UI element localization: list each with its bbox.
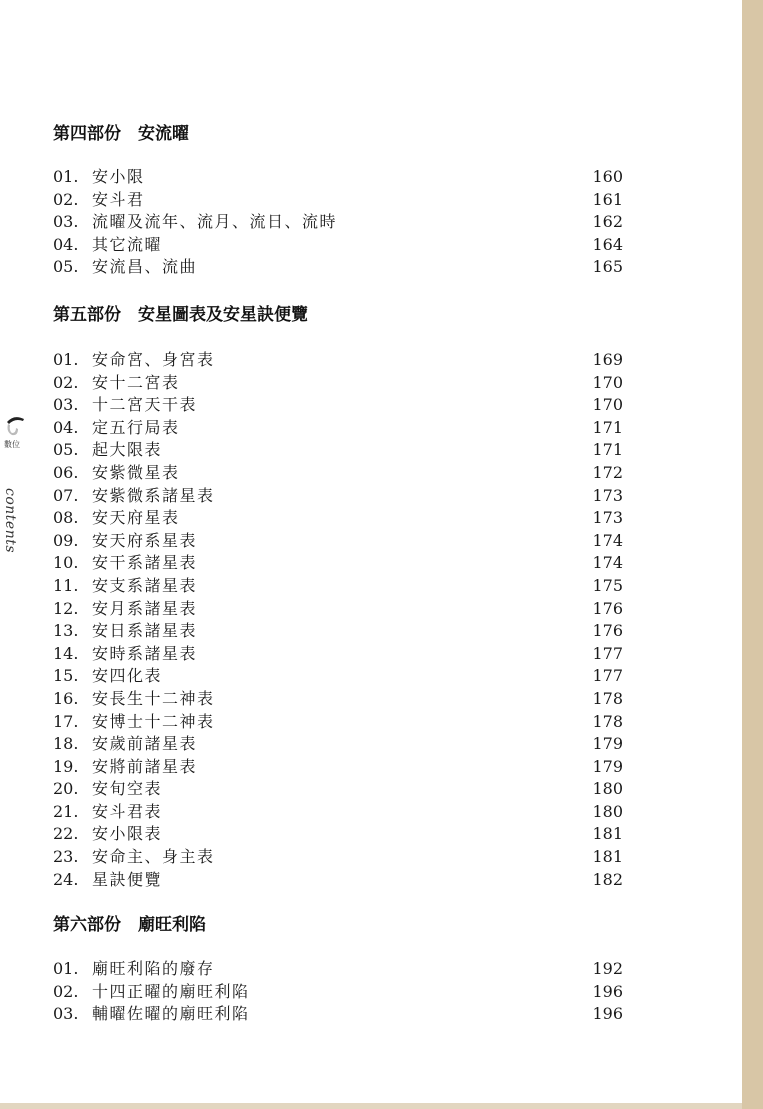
toc-entry[interactable]: [53, 189, 623, 212]
entry-title: 星訣便覽: [92, 869, 163, 889]
entry-title: 安紫微星表: [92, 462, 180, 482]
entry-number: 02.: [53, 372, 79, 392]
toc-entry[interactable]: [53, 823, 623, 846]
entry-page: 192: [592, 959, 623, 978]
entry-title: 其它流曜: [92, 234, 163, 254]
entry-number: 03.: [53, 212, 79, 232]
toc-section-part5: [53, 303, 623, 891]
entry-number: 02.: [53, 981, 79, 1001]
entry-title: 安小限表: [92, 824, 163, 844]
toc-entry[interactable]: [53, 530, 623, 553]
entry-title: 安歲前諸星表: [92, 734, 198, 754]
entry-title: 安干系諸星表: [92, 553, 198, 573]
entry-number: 04.: [53, 417, 79, 437]
entry-page: 173: [592, 508, 623, 528]
entry-page: 196: [592, 981, 623, 1001]
entry-title: 安將前諸星表: [92, 756, 198, 776]
entry-page: 181: [592, 847, 623, 867]
entry-number: 05.: [53, 257, 79, 277]
toc-entry[interactable]: [53, 643, 623, 666]
entry-page: 174: [592, 530, 623, 550]
toc-entry[interactable]: [53, 688, 623, 711]
entry-number: 22.: [53, 824, 79, 844]
toc-entry[interactable]: [53, 756, 623, 779]
entry-page: 181: [592, 824, 623, 844]
entry-title: 安流昌、流曲: [92, 257, 198, 277]
entry-number: 13.: [53, 621, 79, 641]
entry-page: 160: [592, 167, 623, 186]
entry-number: 21.: [53, 801, 79, 821]
entry-page: 177: [592, 666, 623, 686]
entry-number: 18.: [53, 734, 79, 754]
entry-page: 178: [592, 688, 623, 708]
side-emblem-label: 數位: [4, 440, 20, 449]
entry-number: 01.: [53, 167, 79, 186]
toc-entry[interactable]: [53, 166, 623, 189]
entry-list: [53, 958, 623, 1026]
entry-number: 06.: [53, 462, 79, 482]
entry-number: 20.: [53, 779, 79, 799]
entry-page: 176: [592, 598, 623, 618]
toc-entry[interactable]: [53, 665, 623, 688]
entry-title: 安十二宮表: [92, 372, 180, 392]
entry-page: 162: [592, 212, 623, 232]
entry-page: 182: [592, 869, 623, 889]
entry-number: 01.: [53, 350, 79, 369]
entry-page: 171: [592, 417, 623, 437]
book-spine-edge: [742, 0, 763, 1109]
entry-title: 廟旺利陷的廢存: [92, 959, 215, 978]
entry-page: 172: [592, 462, 623, 482]
toc-entry[interactable]: [53, 958, 623, 981]
entry-number: 03.: [53, 395, 79, 415]
entry-list: [53, 349, 623, 891]
toc-entry[interactable]: [53, 211, 623, 234]
side-emblem: [2, 410, 32, 554]
entry-number: 07.: [53, 485, 79, 505]
toc-entry[interactable]: [53, 485, 623, 508]
toc-entry[interactable]: [53, 778, 623, 801]
entry-page: 170: [592, 395, 623, 415]
entry-number: 12.: [53, 598, 79, 618]
entry-page: 173: [592, 485, 623, 505]
toc-entry[interactable]: [53, 620, 623, 643]
toc-entry[interactable]: [53, 1003, 623, 1026]
entry-title: 安四化表: [92, 666, 163, 686]
entry-page: 180: [592, 779, 623, 799]
entry-title: 安命宮、身宮表: [92, 350, 215, 369]
entry-title: 安紫微系諸星表: [92, 485, 215, 505]
toc-entry[interactable]: [53, 439, 623, 462]
section-title: 第五部份 安星圖表及安星訣便覽: [53, 305, 308, 325]
toc-section-part6: [53, 913, 623, 1026]
section-title: 第四部份 安流曜: [53, 124, 189, 144]
entry-page: 169: [592, 350, 623, 369]
toc-entry[interactable]: [53, 372, 623, 395]
entry-number: 17.: [53, 711, 79, 731]
toc-entry[interactable]: [53, 417, 623, 440]
toc-entry[interactable]: [53, 711, 623, 734]
toc-entry[interactable]: [53, 349, 623, 372]
section-title: 第六部份 廟旺利陷: [53, 915, 206, 935]
entry-number: 09.: [53, 530, 79, 550]
toc-entry[interactable]: [53, 869, 623, 892]
entry-title: 安斗君表: [92, 801, 163, 821]
entry-title: 十四正曜的廟旺利陷: [92, 981, 250, 1001]
entry-title: 安日系諸星表: [92, 621, 198, 641]
toc-entry[interactable]: [53, 981, 623, 1004]
entry-number: 01.: [53, 959, 79, 978]
entry-page: 177: [592, 643, 623, 663]
entry-number: 23.: [53, 847, 79, 867]
entry-title: 安支系諸星表: [92, 575, 198, 595]
entry-page: 179: [592, 734, 623, 754]
toc-entry[interactable]: [53, 394, 623, 417]
entry-number: 16.: [53, 688, 79, 708]
entry-title: 安時系諸星表: [92, 643, 198, 663]
entry-number: 02.: [53, 189, 79, 209]
entry-list: [53, 166, 623, 279]
toc-entry[interactable]: [53, 801, 623, 824]
contents-vertical-label: contents: [2, 488, 18, 554]
entry-title: 安長生十二神表: [92, 688, 215, 708]
entry-number: 24.: [53, 869, 79, 889]
toc-entry[interactable]: [53, 598, 623, 621]
entry-page: 161: [592, 189, 623, 209]
toc-entry[interactable]: [53, 462, 623, 485]
entry-title: 安小限: [92, 167, 145, 186]
entry-title: 輔曜佐曜的廟旺利陷: [92, 1004, 250, 1024]
entry-number: 15.: [53, 666, 79, 686]
toc-entry[interactable]: [53, 846, 623, 869]
entry-number: 11.: [53, 575, 79, 595]
entry-page: 171: [592, 440, 623, 460]
entry-title: 起大限表: [92, 440, 163, 460]
entry-page: 165: [592, 257, 623, 277]
pipe-logo-icon: [4, 410, 28, 438]
entry-title: 安天府系星表: [92, 530, 198, 550]
entry-page: 174: [592, 553, 623, 573]
entry-number: 14.: [53, 643, 79, 663]
entry-page: 178: [592, 711, 623, 731]
entry-number: 04.: [53, 234, 79, 254]
entry-title: 安斗君: [92, 189, 145, 209]
entry-title: 安博士十二神表: [92, 711, 215, 731]
entry-title: 安月系諸星表: [92, 598, 198, 618]
entry-page: 180: [592, 801, 623, 821]
entry-title: 十二宮天干表: [92, 395, 198, 415]
toc-entry[interactable]: [53, 507, 623, 530]
page-bottom-edge: [0, 1103, 742, 1109]
entry-title: 安命主、身主表: [92, 847, 215, 867]
entry-title: 定五行局表: [92, 417, 180, 437]
toc-entry[interactable]: [53, 552, 623, 575]
toc-entry[interactable]: [53, 256, 623, 279]
entry-page: 179: [592, 756, 623, 776]
entry-page: 196: [592, 1004, 623, 1024]
entry-page: 175: [592, 575, 623, 595]
entry-title: 流曜及流年、流月、流日、流時: [92, 212, 338, 232]
entry-page: 164: [592, 234, 623, 254]
entry-title: 安旬空表: [92, 779, 163, 799]
entry-number: 19.: [53, 756, 79, 776]
entry-title: 安天府星表: [92, 508, 180, 528]
toc-entry[interactable]: [53, 234, 623, 257]
entry-number: 10.: [53, 553, 79, 573]
entry-page: 176: [592, 621, 623, 641]
toc-entry[interactable]: [53, 575, 623, 598]
toc-section-part4: [53, 122, 623, 279]
toc-entry[interactable]: [53, 733, 623, 756]
entry-page: 170: [592, 372, 623, 392]
entry-number: 08.: [53, 508, 79, 528]
entry-number: 05.: [53, 440, 79, 460]
entry-number: 03.: [53, 1004, 79, 1024]
